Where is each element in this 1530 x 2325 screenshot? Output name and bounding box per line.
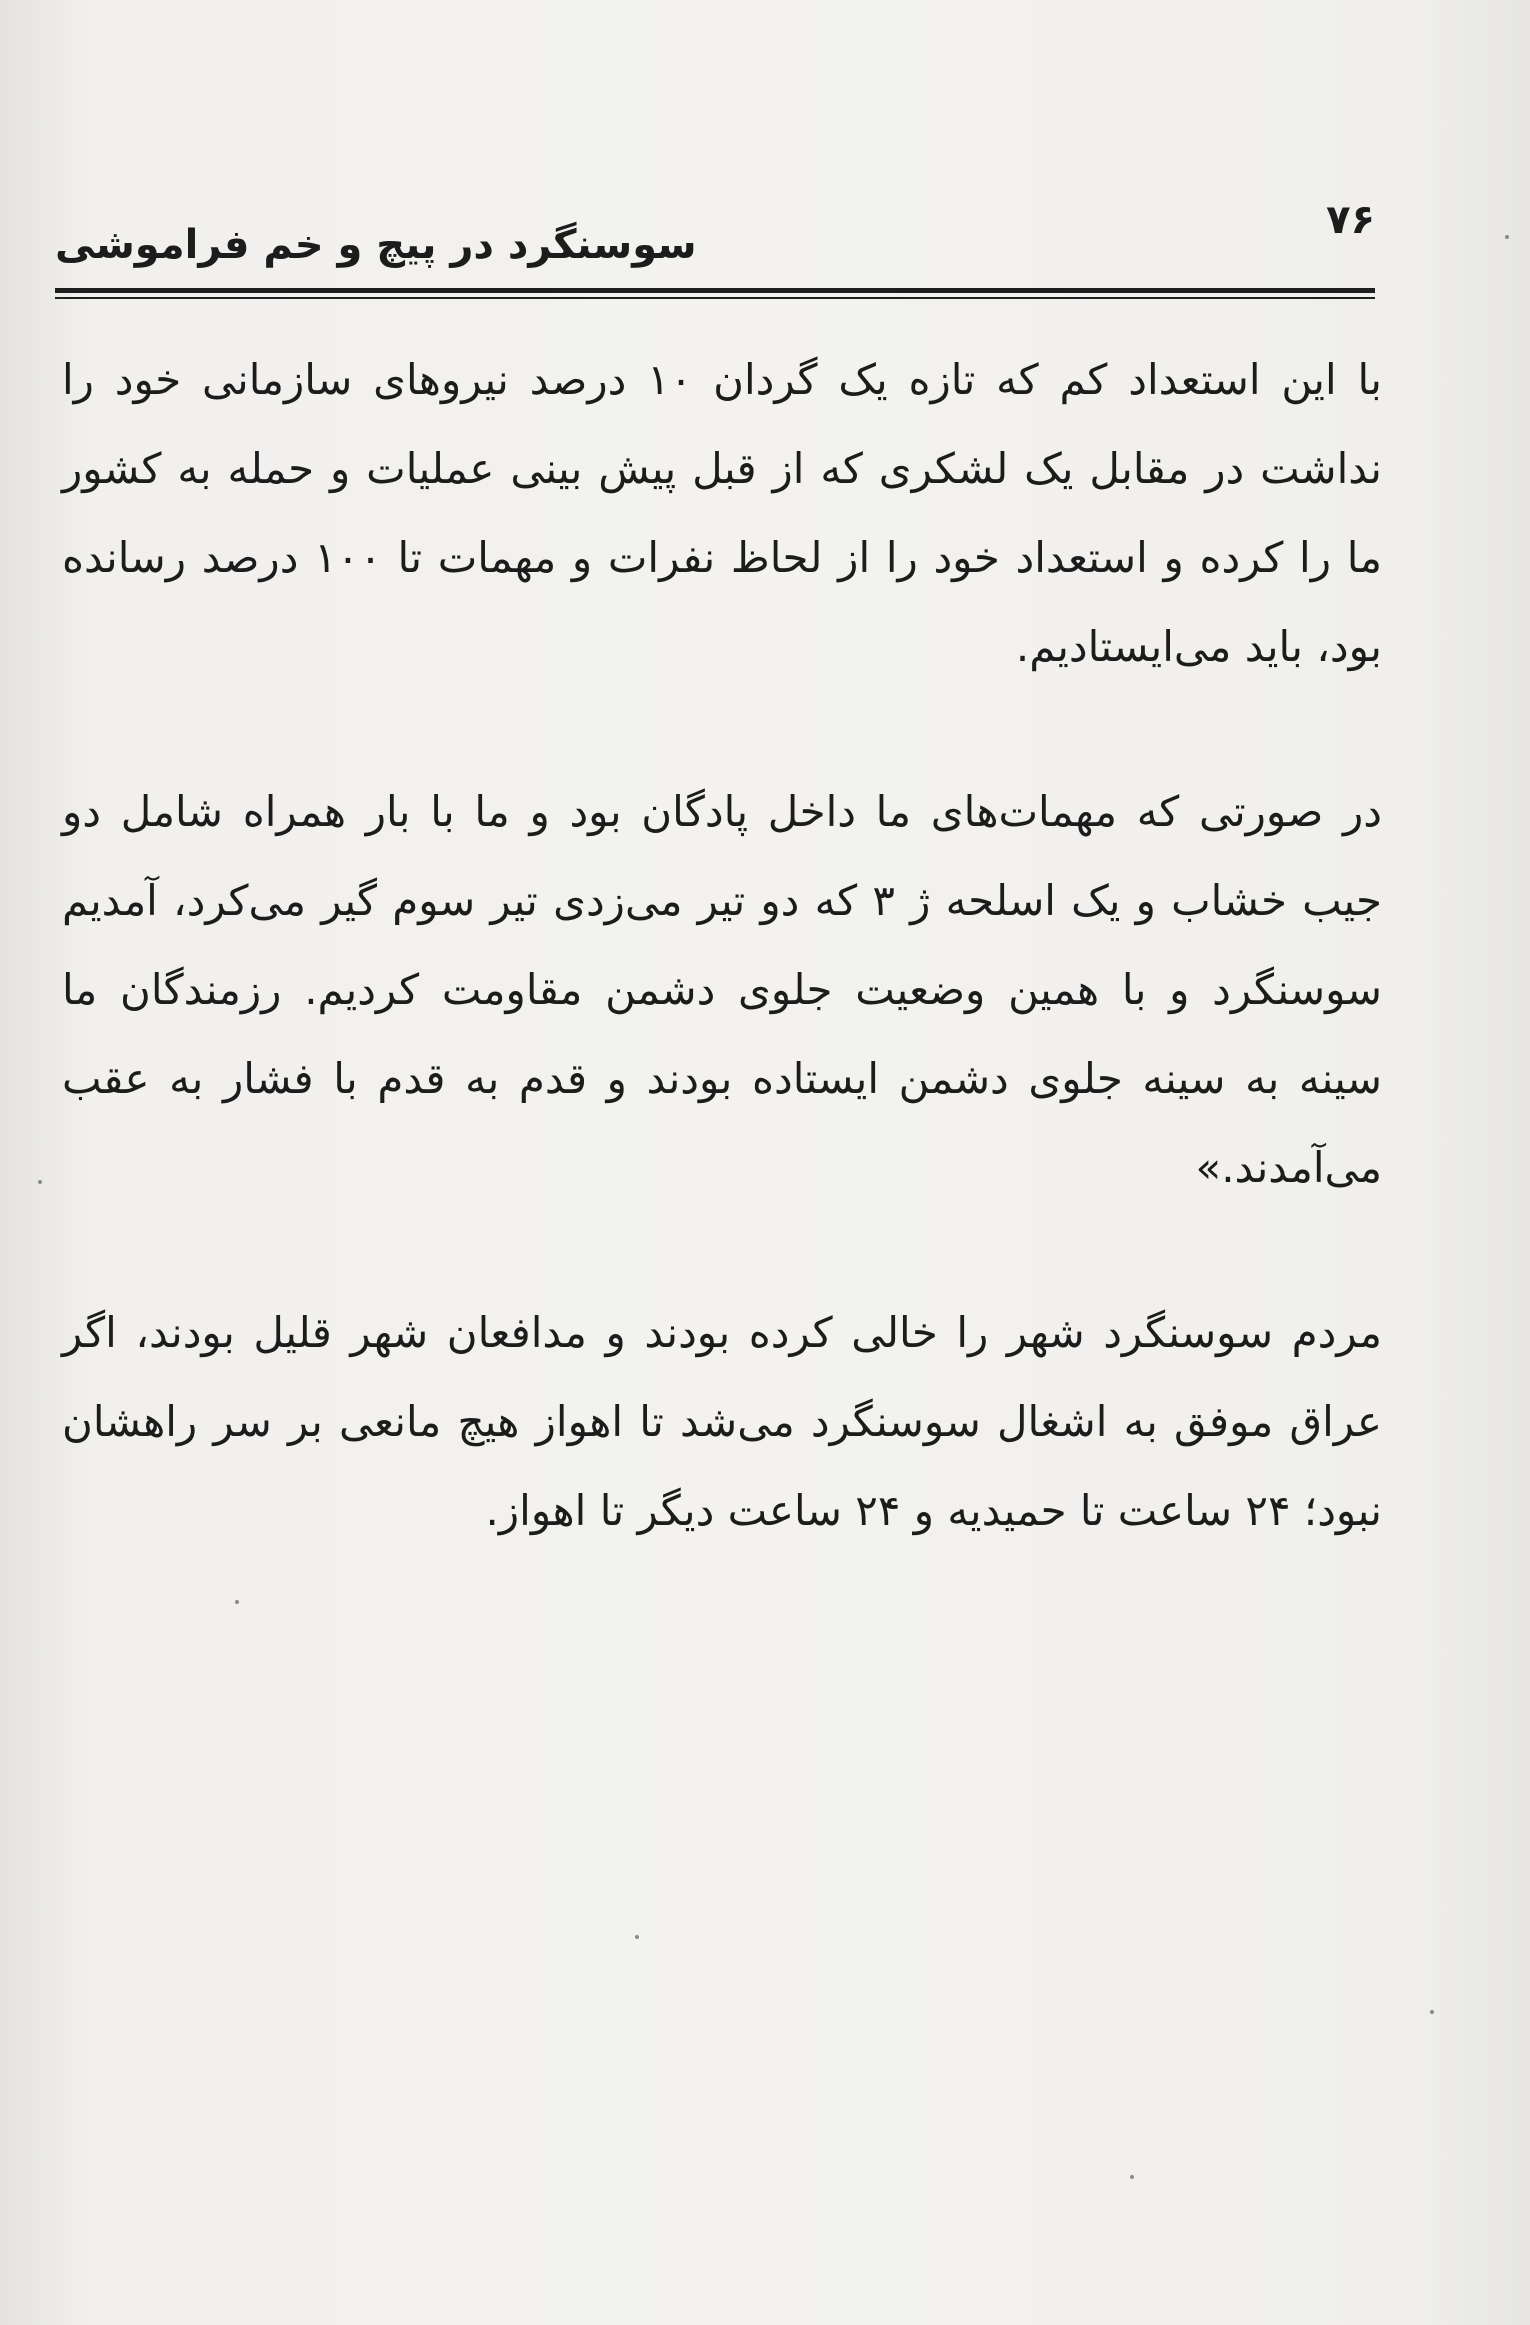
paragraph-2: در صورتی که مهمات‌های ما داخل پادگان بود و ما با بار همراه شامل دو جیب خشاب و یک اسلحه ژ ۳ که دو تیر می‌زدی تیر سوم گیر می‌کرد، آمدیم سوسنگرد و با همین وضعیت جلوی دشمن مقاومت کردیم. رزمندگان ما سینه به سینه جلوی دشمن ایستاده بودند و قدم به قدم با فشار به عقب می‌آمدند.» bbox=[62, 787, 1382, 1192]
header-rule-thick bbox=[55, 288, 1375, 293]
paragraph-1: با این استعداد کم که تازه یک گردان ۱۰ درصد نیروهای سازمانی خود را نداشت در مقابل یک لشکری که از قبل پیش بینی عملیات و حمله به کشور ما را کرده و استعداد خود را از لحاظ نفرات و مهمات تا ۱۰۰ درصد رسانده بود، باید می‌ایستادیم. bbox=[62, 355, 1382, 671]
header-rule-thin bbox=[55, 297, 1375, 299]
paper-speck bbox=[1505, 235, 1509, 239]
paragraph-3: مردم سوسنگرد شهر را خالی کرده بودند و مدافعان شهر قلیل بودند، اگر عراق موفق به اشغال سوسنگرد می‌شد تا اهواز هیچ مانعی بر سر راهشان نبود؛ ۲۴ ساعت تا حمیدیه و ۲۴ ساعت دیگر تا اهواز. bbox=[62, 1308, 1382, 1535]
paper-speck bbox=[1130, 2175, 1134, 2179]
paper-speck bbox=[235, 1600, 239, 1604]
header-rule bbox=[55, 288, 1375, 302]
paper-speck bbox=[38, 1180, 42, 1184]
running-title: سوسنگرد در پیچ و خم فراموشی bbox=[55, 222, 697, 268]
paper-speck bbox=[1430, 2010, 1434, 2014]
running-header bbox=[55, 195, 1375, 285]
paper-speck bbox=[635, 1935, 639, 1939]
page-number: ۷۶ bbox=[1326, 197, 1375, 243]
body-text bbox=[62, 335, 1382, 1631]
